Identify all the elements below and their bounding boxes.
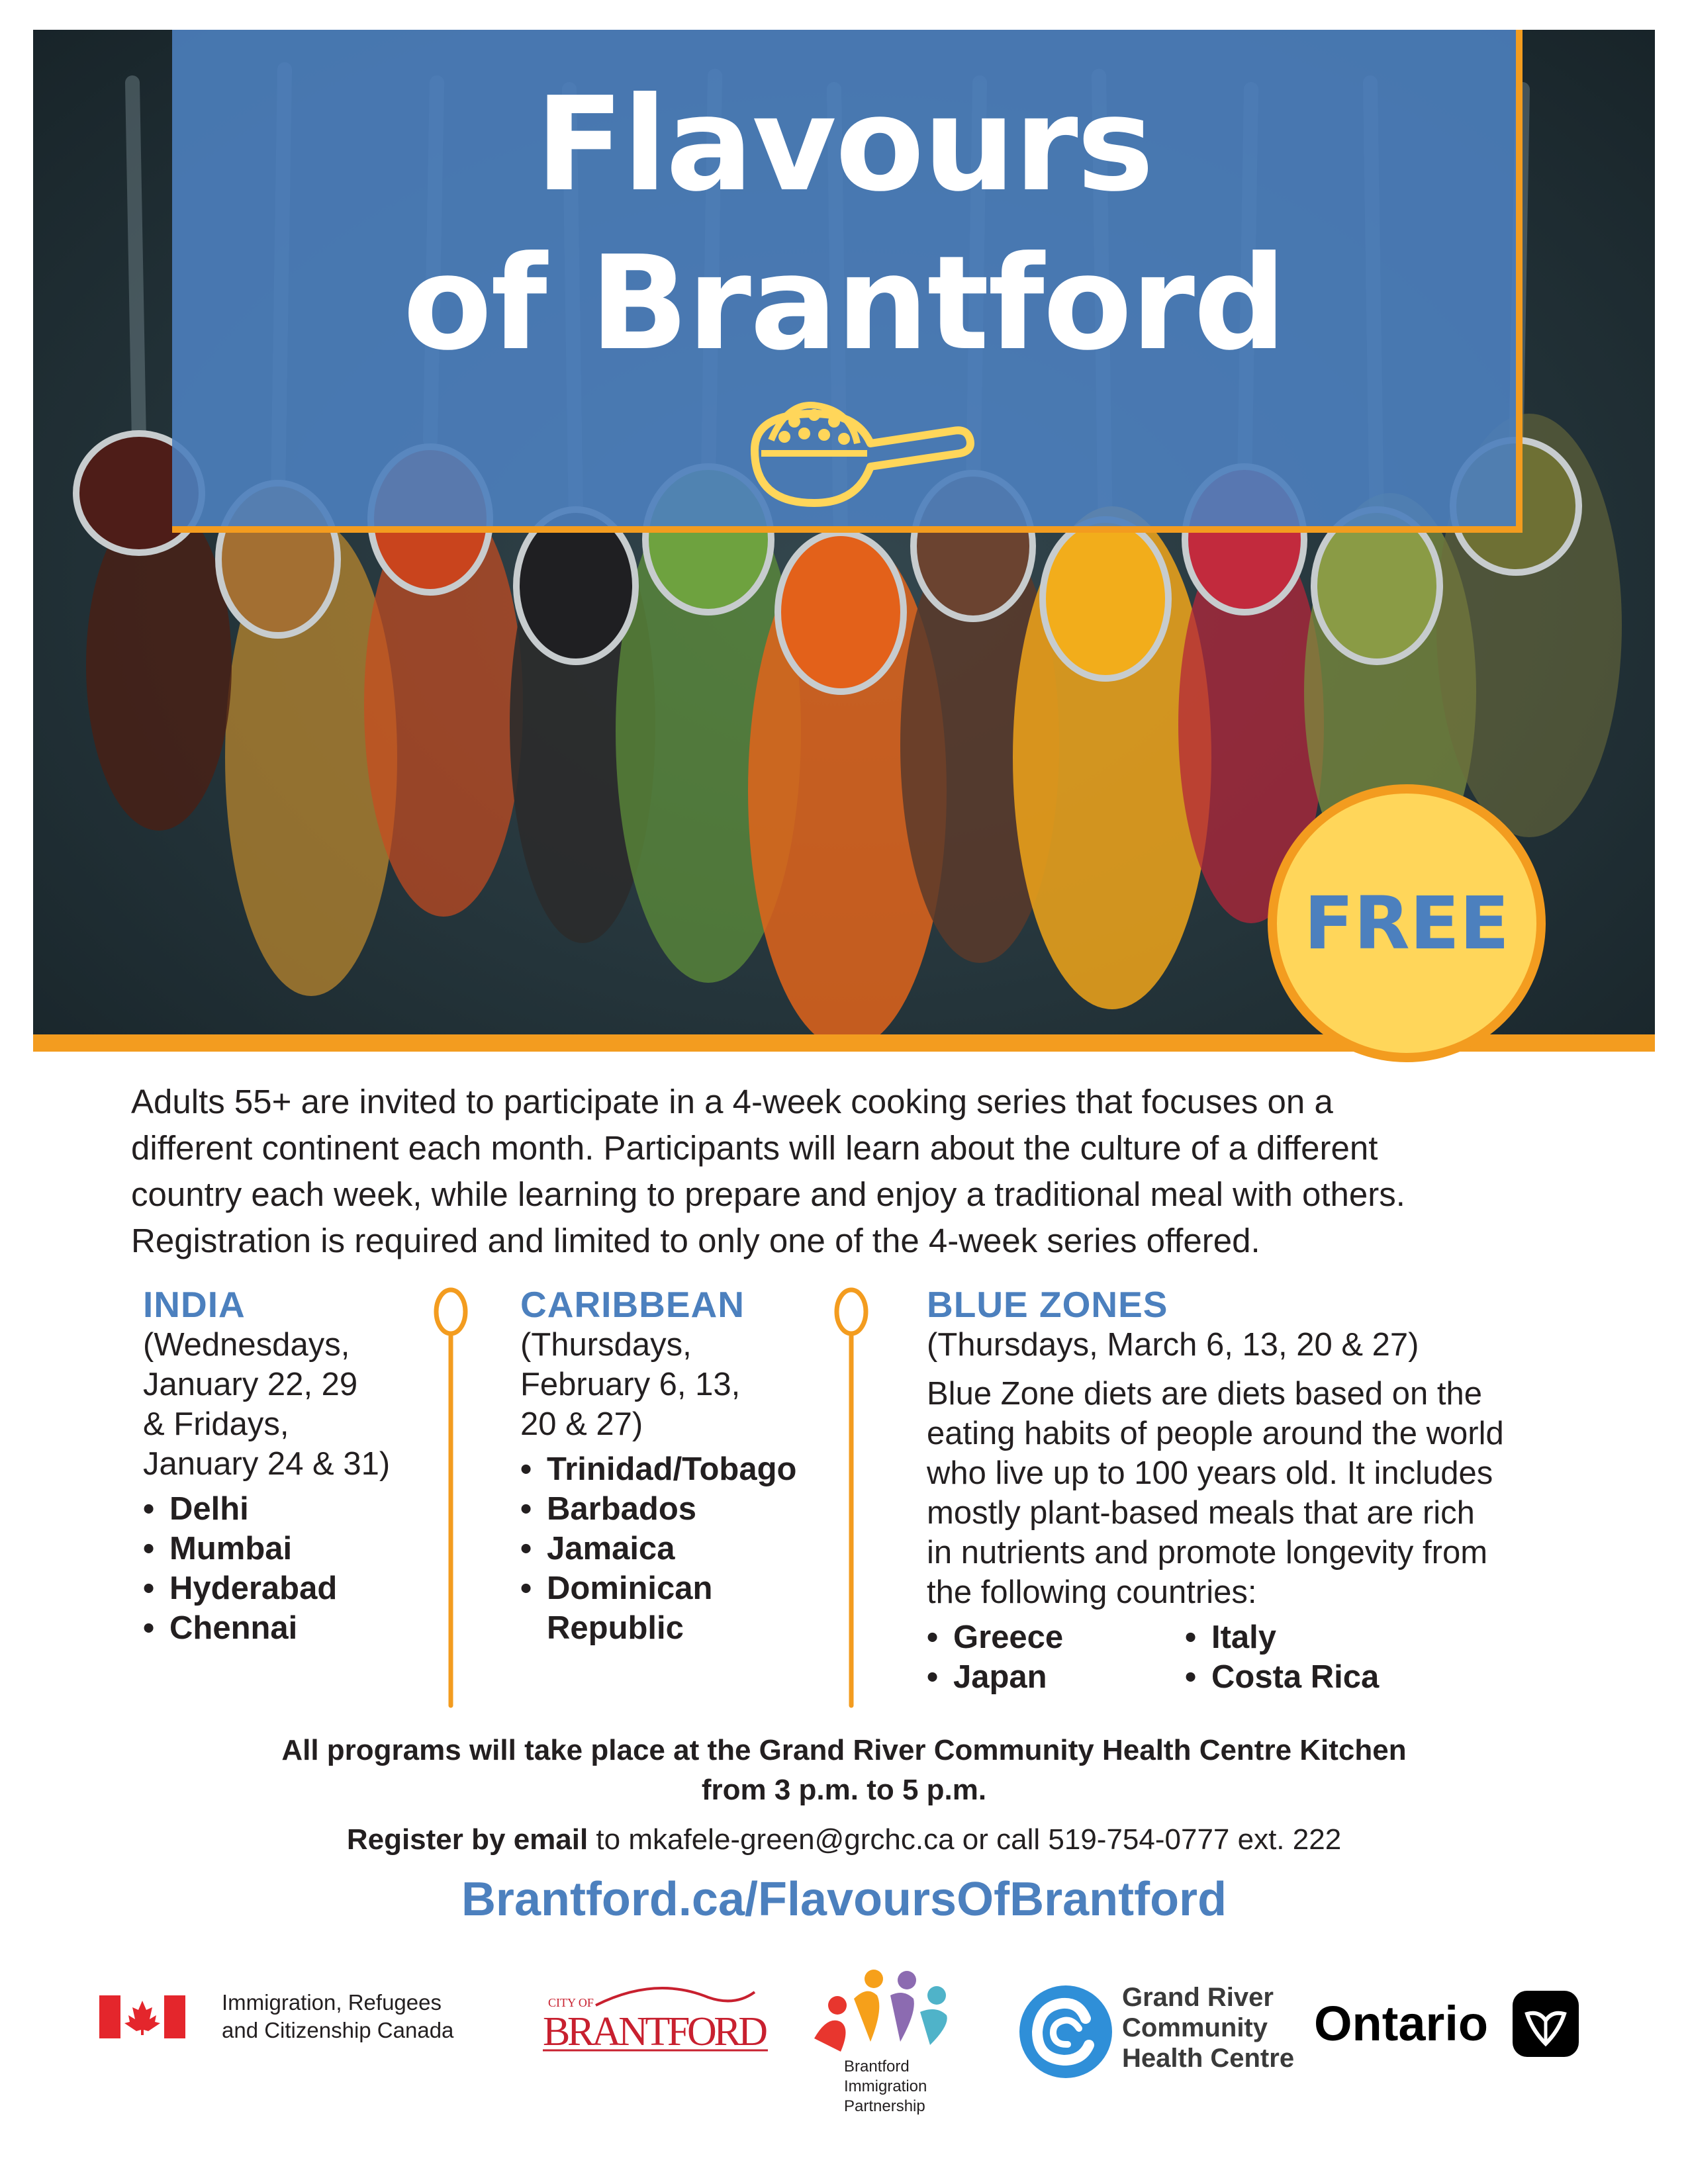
register-label: Register by email — [346, 1823, 588, 1856]
title-line-1: Flavours — [535, 69, 1153, 220]
list-item: • Hyderabad — [143, 1569, 447, 1608]
list-item: • Delhi — [143, 1489, 447, 1529]
list-item: • Dominican Republic — [520, 1569, 745, 1648]
ladle-icon — [741, 387, 980, 513]
blue-zones-country-lists — [927, 1612, 1589, 1697]
list-item: • Japan — [927, 1657, 1185, 1697]
intro-paragraph — [131, 1079, 1587, 1264]
register-contact[interactable]: to mkafele-green@grchc.ca or call 519-754-0777 ext. 222 — [588, 1823, 1342, 1856]
intro-line: Registration is required and limited to only one of the 4-week series offered. — [131, 1222, 1260, 1259]
india-city-list — [143, 1489, 447, 1648]
caribbean-dates: (Thursdays, February 6, 13, 20 & 27) — [520, 1327, 741, 1442]
intro-line: Adults 55+ are invited to participate in a 4-week cooking series that focuses on a — [131, 1083, 1333, 1120]
intro-line: country each week, while learning to prepare and enjoy a traditional meal with others. — [131, 1175, 1405, 1213]
brantford-small-text: CITY OF — [548, 1996, 594, 2009]
list-item: • Chennai — [143, 1608, 447, 1648]
ontario-trillium-icon — [1513, 1991, 1579, 2057]
spoon-divider-icon — [431, 1285, 471, 1709]
website-link[interactable]: Brantford.ca/FlavoursOfBrantford — [461, 1873, 1227, 1926]
list-item: • Trinidad/Tobago — [520, 1449, 851, 1489]
blue-zones-heading: BLUE ZONES — [927, 1284, 1168, 1325]
spoon-divider-icon — [831, 1285, 871, 1709]
venue-info — [0, 1731, 1688, 1810]
blue-zones-list-left — [927, 1617, 1185, 1697]
list-item: • Costa Rica — [1185, 1657, 1443, 1697]
venue-line: All programs will take place at the Grand River Community Health Centre Kitchen — [281, 1734, 1407, 1766]
bip-wordmark: Brantford Immigration Partnership — [844, 2058, 927, 2115]
blue-zones-list-right — [1185, 1617, 1443, 1697]
canada-flag-icon — [99, 1995, 185, 2038]
title-line-2: of Brantford — [402, 228, 1286, 379]
brantford-big-text: BRANTFORD — [543, 2009, 768, 2054]
free-badge: FREE — [1268, 784, 1546, 1062]
ontario-wordmark: Ontario — [1314, 1996, 1489, 2051]
list-item: • Greece — [927, 1617, 1185, 1657]
india-heading: INDIA — [143, 1284, 246, 1325]
blue-zones-series — [927, 1284, 1589, 1697]
caribbean-series — [520, 1284, 851, 1648]
city-of-brantford-logo — [536, 1979, 774, 2058]
blue-zones-description: Blue Zone diets are diets based on the eating habits of people around the world who live up to 100 years old. It includes mostly plant-based meals that are rich in nutrients and promote longevity from the following countries: — [927, 1376, 1504, 1610]
india-series — [143, 1284, 447, 1648]
venue-time: from 3 p.m. to 5 p.m. — [701, 1774, 987, 1806]
title-banner — [172, 30, 1523, 533]
grchc-swirl-icon — [1016, 1982, 1115, 2081]
intro-line: different continent each month. Participants will learn about the culture of a different — [131, 1129, 1378, 1167]
list-item: • Barbados — [520, 1489, 851, 1529]
list-item: • Jamaica — [520, 1529, 851, 1569]
blue-zones-dates: (Thursdays, March 6, 13, 20 & 27) — [927, 1327, 1419, 1363]
india-dates: (Wednesdays, January 22, 29 & Fridays, January 24 & 31) — [143, 1327, 391, 1482]
list-item: • Italy — [1185, 1617, 1443, 1657]
list-item: • Mumbai — [143, 1529, 447, 1569]
caribbean-country-list — [520, 1449, 851, 1648]
ircc-wordmark: Immigration, Refugees and Citizenship Canada — [222, 1990, 454, 2042]
caribbean-heading: CARIBBEAN — [520, 1284, 745, 1325]
sponsor-logos — [0, 1959, 1688, 2131]
registration-info — [0, 1820, 1688, 1860]
grchc-wordmark: Grand River Community Health Centre — [1122, 1983, 1295, 2073]
